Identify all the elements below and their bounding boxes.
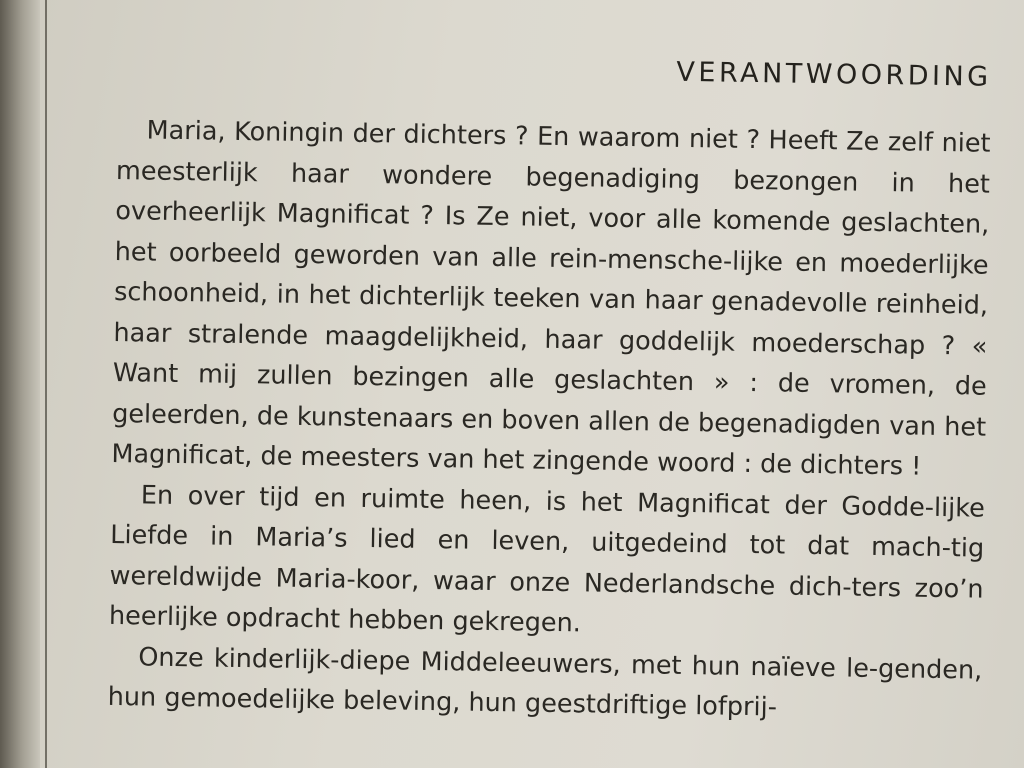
book-gutter bbox=[0, 0, 40, 768]
chapter-heading: VERANTWOORDING bbox=[676, 56, 992, 93]
paragraph-2: En over tijd en ruimte heen, is het Magnificat der Godde-lijke Liefde in Maria’s lied en leven, uitgedeind tot dat mach-tig wereldwijde Maria-koor, waar onze Nederlandsche dich-ters zoo’n heerlijke opdracht hebben gekregen. bbox=[108, 479, 986, 639]
paragraph-1: Maria, Koningin der dichters ? En waarom niet ? Heeft Ze zelf niet meesterlijk haar wondere begenadiging bezongen in het overheerlijk Magnificat ? Is Ze niet, voor alle komende geslachten, het oorbeeld geworden van alle rein-mensche-lijke en moederlijke schoonheid, in het dichterlijk teeken van haar genadevolle reinheid, haar stralende maagdelijkheid, haar goddelijk moederschap ? « Want mij zullen bezingen alle geslachten » : de vromen, de geleerden, de kunstenaars en boven allen de begenadigden van het Magnificat, de meesters van het zingende woord : de dichters ! bbox=[111, 115, 991, 482]
page-margin-line bbox=[45, 0, 47, 768]
paragraph-3: Onze kinderlijk-diepe Middeleeuwers, met hun naïeve le-genden, hun gemoedelijke beleving, hun geestdriftige lofprij- bbox=[107, 641, 983, 723]
page-content bbox=[107, 44, 991, 731]
body-text bbox=[107, 110, 990, 731]
